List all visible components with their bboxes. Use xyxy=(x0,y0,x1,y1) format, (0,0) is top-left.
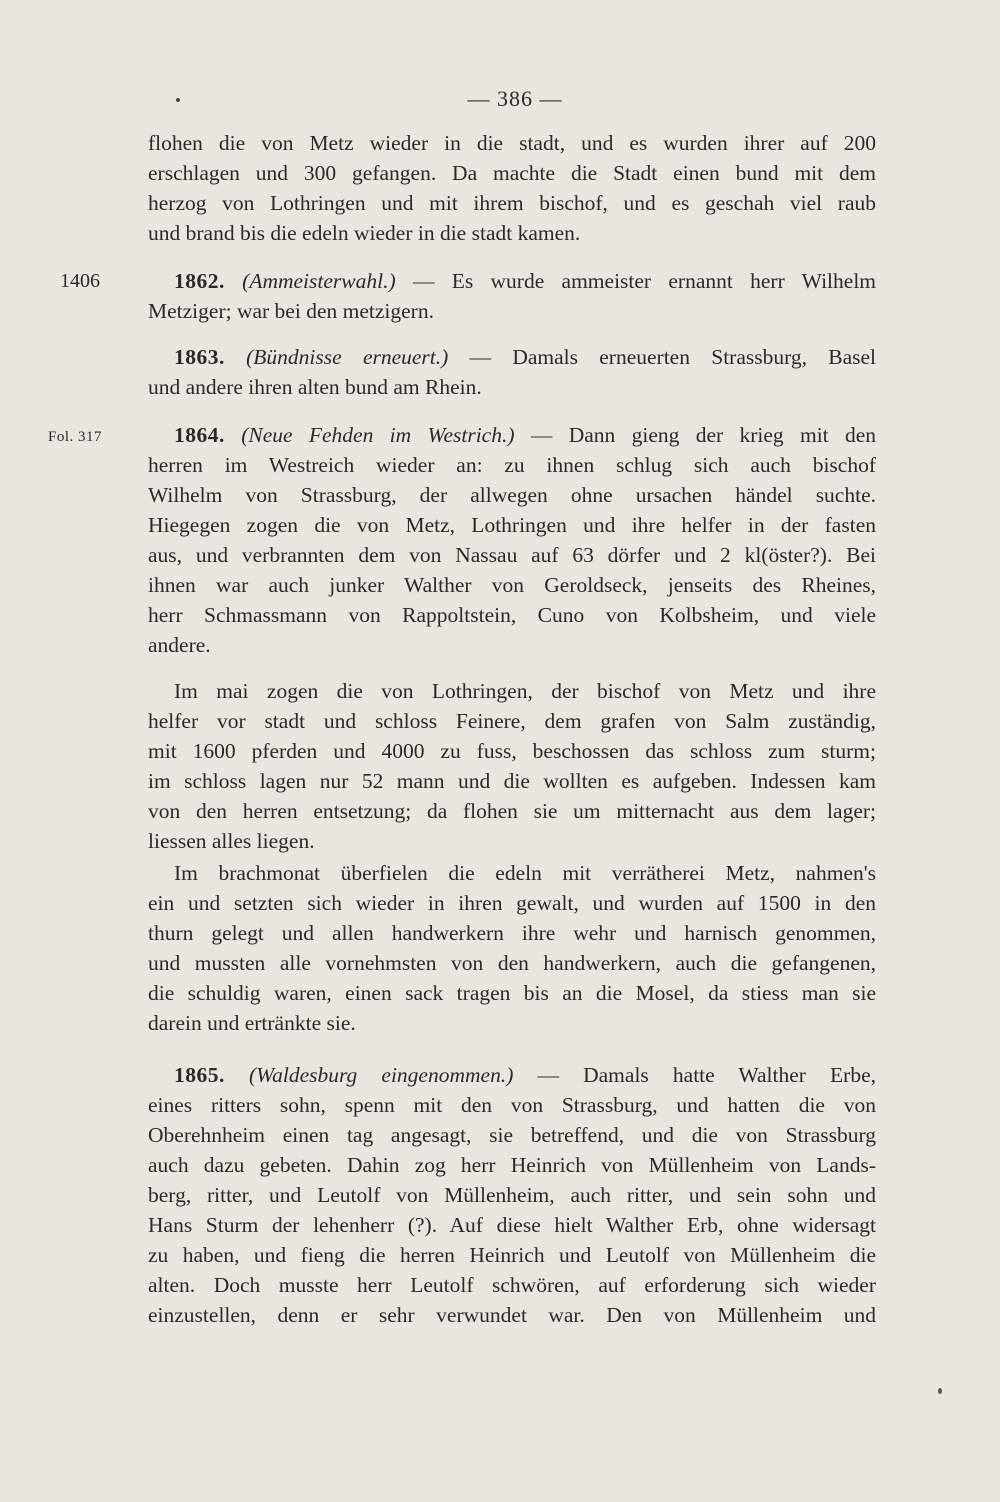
entry-number: 1862. xyxy=(174,269,225,293)
entry-1863 xyxy=(148,342,876,402)
entry-title: (Ammeisterwahl.) xyxy=(242,269,396,293)
entry-title: (Bündnisse erneuert.) xyxy=(246,345,449,369)
entry-number: 1863. xyxy=(174,345,225,369)
entry-text: — Dann gieng der krieg mit den xyxy=(530,423,877,447)
text-line: Oberehnheim einen tag angesagt, sie betreffend, und die von Strassburg xyxy=(148,1123,876,1147)
text-line: ein und setzten sich wieder in ihren gewalt, und wurden auf 1500 in den xyxy=(148,891,876,915)
text-line: auch dazu gebeten. Dahin zog herr Heinrich von Müllenheim von Lands- xyxy=(148,1153,876,1177)
text-line: flohen die von Metz wieder in die stadt, und es wurden ihrer auf 200 xyxy=(148,131,876,155)
text-line: eines ritters sohn, spenn mit den von Strassburg, und hatten die von xyxy=(148,1093,876,1117)
text-line: Hiegegen zogen die von Metz, Lothringen und ihre helfer in der fasten xyxy=(148,513,876,537)
entry-text: — Damals hatte Walther Erbe, xyxy=(537,1063,877,1087)
text-line: Im brachmonat überfielen die edeln mit verrätherei Metz, nahmen's xyxy=(174,861,876,885)
text-line: und brand bis die edeln wieder in die stadt kamen. xyxy=(148,221,581,245)
text-line: von den herren entsetzung; da flohen sie um mitternacht aus dem lager; xyxy=(148,799,876,823)
text-line: herr Schmassmann von Rappoltstein, Cuno von Kolbsheim, und viele xyxy=(148,603,876,627)
entry-number: 1865. xyxy=(174,1063,225,1087)
entry-1864 xyxy=(148,420,876,660)
text-line: Wilhelm von Strassburg, der allwegen ohne ursachen händel suchte. xyxy=(148,483,876,507)
entry-text: — Damals erneuerten Strassburg, Basel xyxy=(469,345,877,369)
text-line: andere. xyxy=(148,633,211,657)
text-line: aus, und verbrannten dem von Nassau auf 63 dörfer und 2 kl(öster?). Bei xyxy=(148,543,876,567)
text-line: thurn gelegt und allen handwerkern ihre wehr und harnisch genommen, xyxy=(148,921,876,945)
text-line: liessen alles liegen. xyxy=(148,829,315,853)
text-line: Metziger; war bei den metzigern. xyxy=(148,299,434,323)
ink-dot xyxy=(938,1388,942,1394)
entry-heading-line xyxy=(148,420,876,450)
text-line: helfer vor stadt und schloss Feinere, dem grafen von Salm zuständig, xyxy=(148,709,876,733)
text-line: Hans Sturm der lehenherr (?). Auf diese hielt Walther Erb, ohne widersagt xyxy=(148,1213,876,1237)
entry-1865 xyxy=(148,1060,876,1330)
text-line: die schuldig waren, einen sack tragen bis an die Mosel, da stiess man sie xyxy=(148,981,876,1005)
text-line: ihnen war auch junker Walther von Geroldseck, jenseits des Rheines, xyxy=(148,573,876,597)
text-line: und andere ihren alten bund am Rhein. xyxy=(148,375,482,399)
entry-heading-line xyxy=(148,342,876,372)
text-line: Im mai zogen die von Lothringen, der bischof von Metz und ihre xyxy=(174,679,876,703)
text-line: alten. Doch musste herr Leutolf schwören, auf erforderung sich wieder xyxy=(148,1273,876,1297)
page-number: — 386 — xyxy=(467,86,563,111)
margin-folio: Fol. 317 xyxy=(48,429,103,445)
entry-title: (Neue Fehden im Westrich.) xyxy=(241,423,515,447)
entry-title: (Waldesburg eingenommen.) xyxy=(249,1063,514,1087)
text-line: einzustellen, denn er sehr verwundet war. Den von Müllenheim und xyxy=(148,1303,876,1327)
text-line: herzog von Lothringen und mit ihrem bischof, und es geschah viel raub xyxy=(148,191,876,215)
text-line: herren im Westreich wieder an: zu ihnen schlug sich auch bischof xyxy=(148,453,876,477)
entry-number: 1864. xyxy=(174,423,225,447)
intro-paragraph xyxy=(148,128,876,248)
text-line: darein und ertränkte sie. xyxy=(148,1011,356,1035)
text-line: mit 1600 pferden und 4000 zu fuss, beschossen das schloss zum sturm; xyxy=(148,739,876,763)
entry-1862 xyxy=(148,266,876,326)
entry-1864-paragraph-2 xyxy=(148,676,876,856)
entry-heading-line xyxy=(148,266,876,296)
entry-text: — Es wurde ammeister ernannt herr Wilhelm xyxy=(412,269,877,293)
text-line: erschlagen und 300 gefangen. Da machte die Stadt einen bund mit dem xyxy=(148,161,876,185)
text-line: berg, ritter, und Leutolf von Müllenheim, auch ritter, und sein sohn und xyxy=(148,1183,876,1207)
margin-year: 1406 xyxy=(60,270,100,292)
text-line: und mussten alle vornehmsten von den handwerkern, auch die gefangenen, xyxy=(148,951,876,975)
entry-1864-paragraph-3 xyxy=(148,858,876,1038)
entry-heading-line xyxy=(148,1060,876,1090)
text-line: im schloss lagen nur 52 mann und die wollten es aufgeben. Indessen kam xyxy=(148,769,876,793)
text-line: zu haben, und fieng die herren Heinrich und Leutolf von Müllenheim die xyxy=(148,1243,876,1267)
